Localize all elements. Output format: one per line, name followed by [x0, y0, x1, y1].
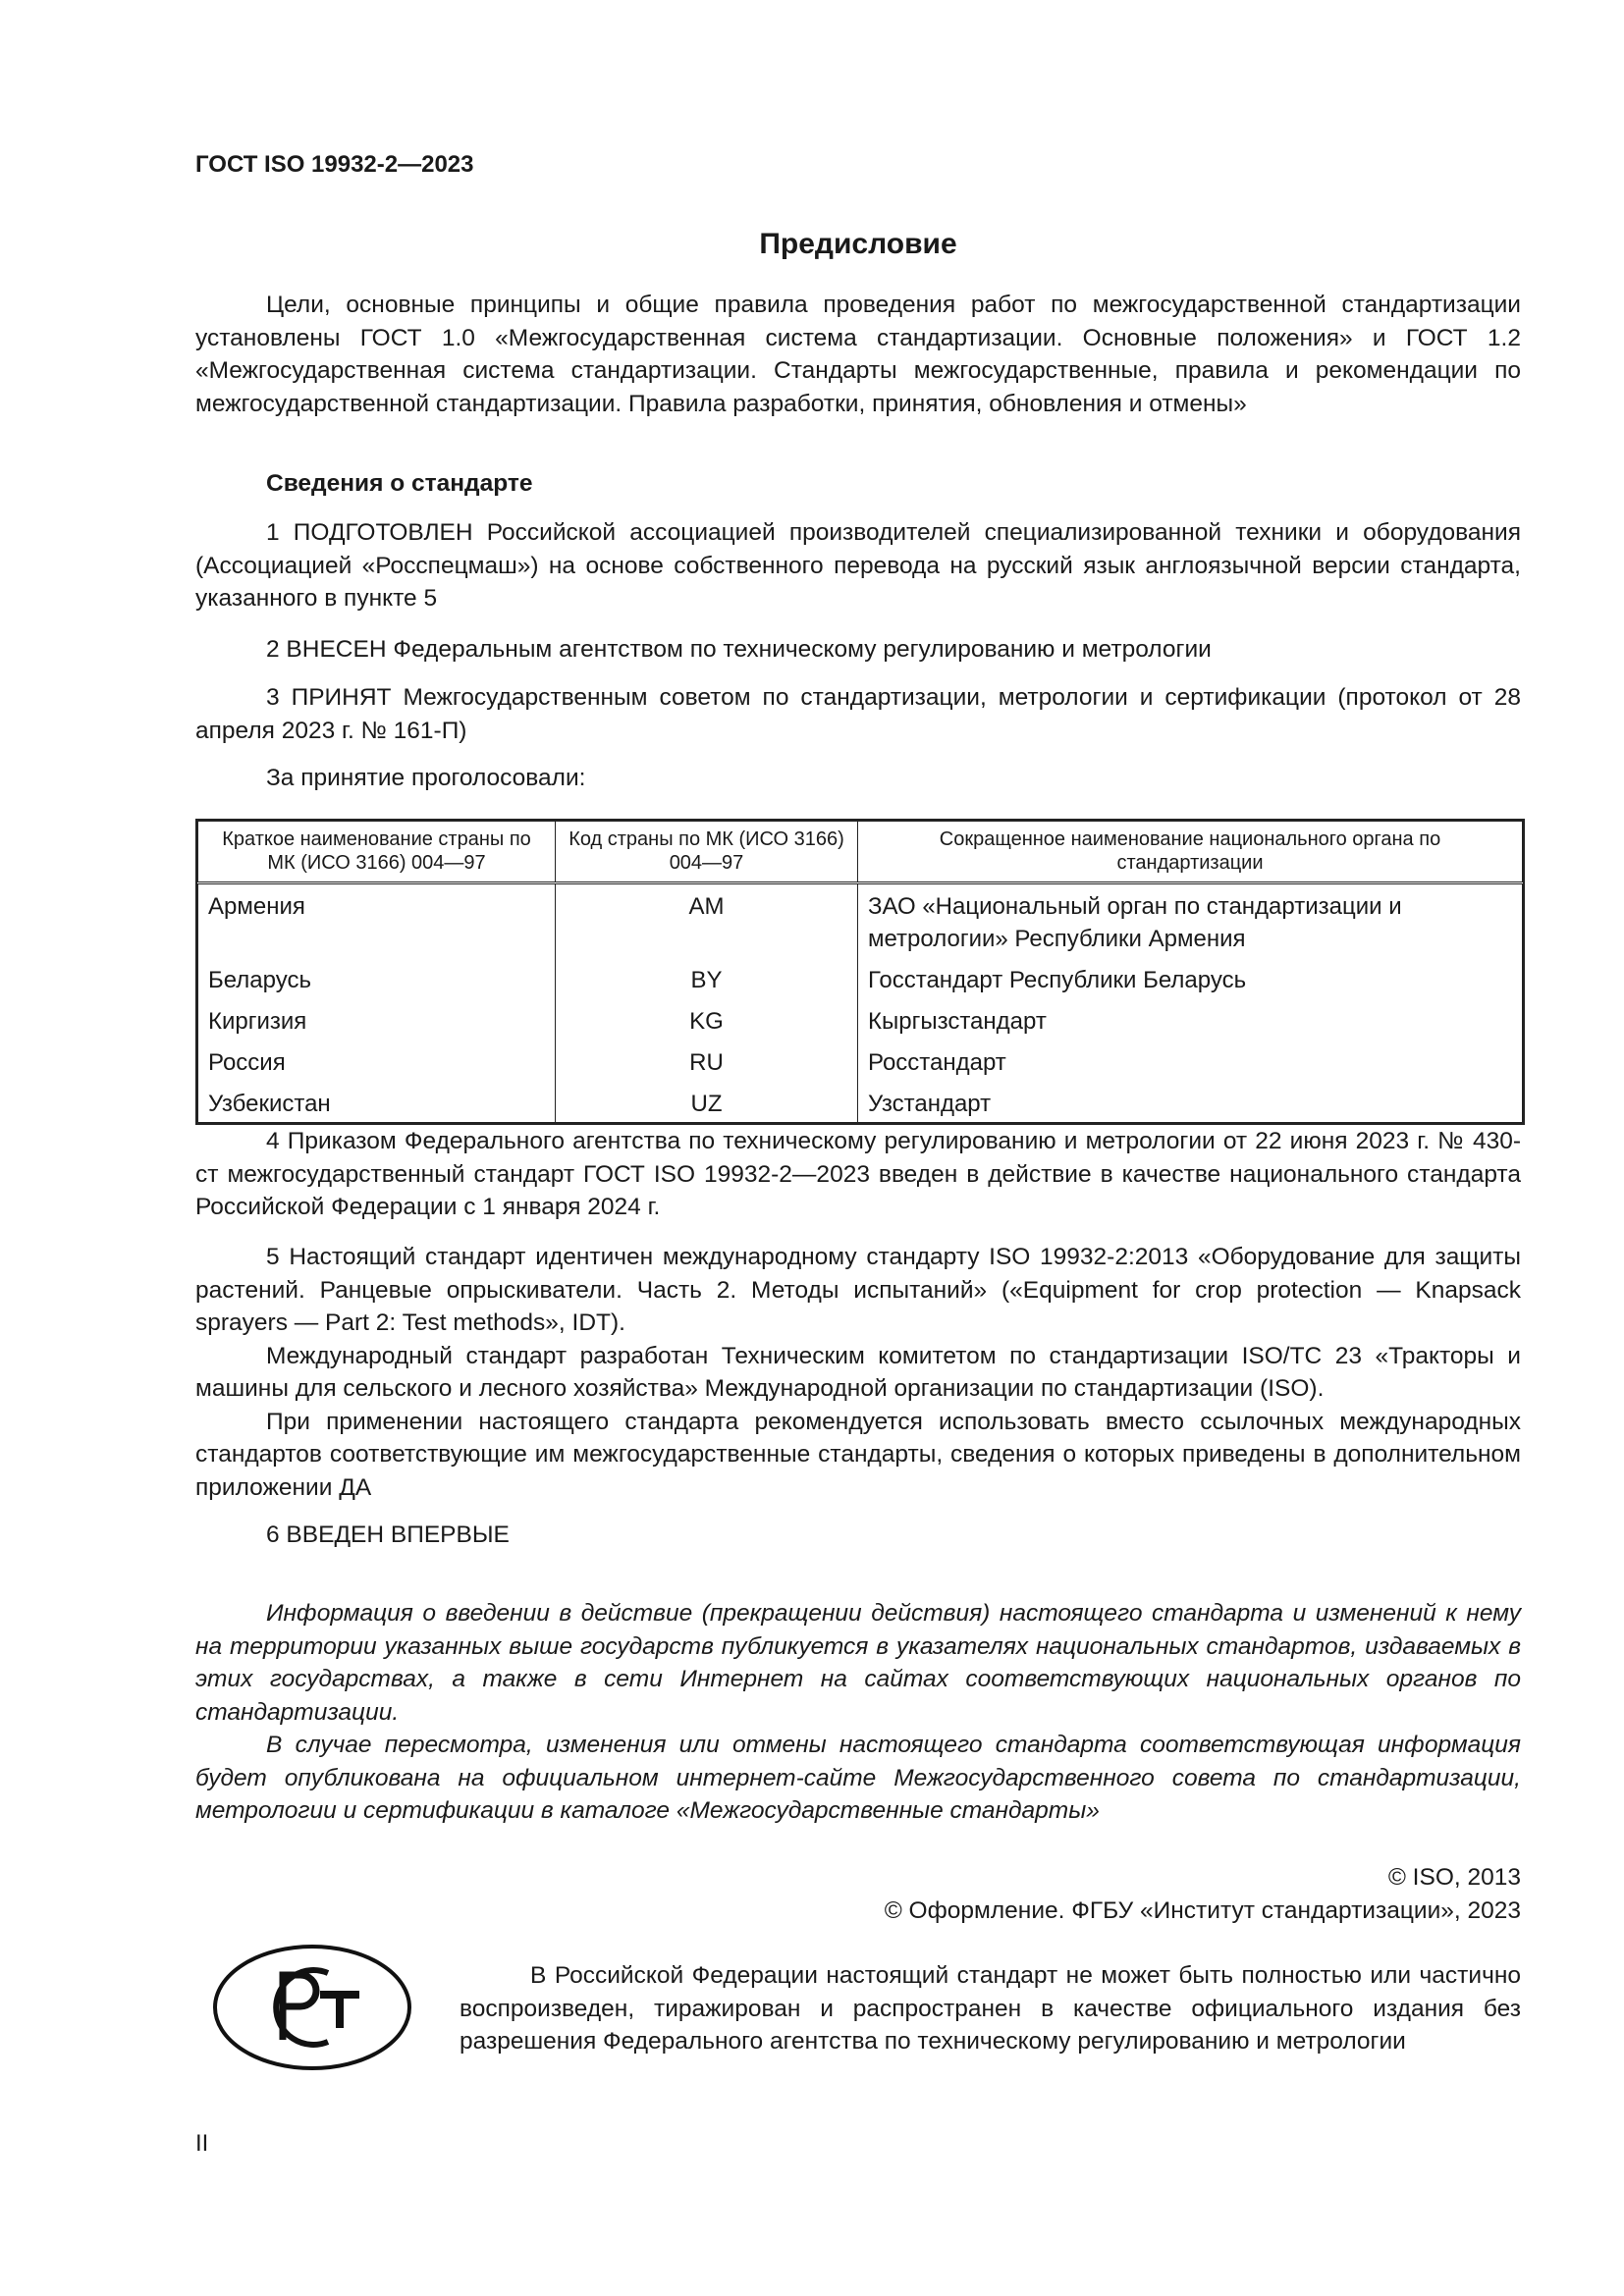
table-row: Беларусь BY Госстандарт Республики Беларусь — [198, 960, 1523, 1001]
reproduction-notice: В Российской Федерации настоящий стандарт не может быть полностью или частично воспроизведен, тиражирован и распространен в качестве официального издания без разрешения Федерального агентства по техническому регулированию и метрологии — [460, 1962, 1521, 2055]
item-3: 3 ПРИНЯТ Межгосударственным советом по стандартизации, метрологии и сертификации (протокол от 28 апреля 2023 г. № 161-П) — [195, 684, 1521, 744]
item-6: 6 ВВЕДЕН ВПЕРВЫЕ — [266, 1522, 510, 1548]
table-row: Россия RU Росстандарт — [198, 1042, 1523, 1084]
item-5: 5 Настоящий стандарт идентичен международному стандарту ISO 19932-2:2013 «Оборудование для защиты растений. Ранцевые опрыскиватели. Часть 2. Методы испытаний» («Equipment for crop protection — Knapsack sprayers — Part 2: Test methods», IDT). Международный стандарт разработан Техническим комитетом по стандартизации ISO/TC 23 «Тракторы и машины для сельского и лесного хозяйства» Международной организации по стандартизации (ISO). При применении настоящего стандарта рекомендуется использовать вместо ссылочных международных стандартов соответствующие им межгосударственные стандарты, сведения о которых приведены в дополнительном приложении ДА — [195, 1244, 1521, 1501]
document-header: ГОСТ ISO 19932-2—2023 — [195, 151, 474, 178]
intro-paragraph: Цели, основные принципы и общие правила проведения работ по межгосударственной стандартизации установлены ГОСТ 1.0 «Межгосударственная система стандартизации. Основные положения» и ГОСТ 1.2 «Межгосударственная система стандартизации. Стандарты межгосударственные, правила и рекомендации по межгосударственной стандартизации. Правила разработки, принятия, обновления и отмены» — [195, 292, 1521, 417]
table-row: Узбекистан UZ Узстандарт — [198, 1084, 1523, 1122]
voted-label: За принятие проголосовали: — [266, 765, 586, 791]
gost-r-logo — [212, 1944, 412, 2071]
item-1: 1 ПОДГОТОВЛЕН Российской ассоциацией производителей специализированной техники и оборудования (Ассоциацией «Росспецмаш») на основе собственного перевода на русский язык англоязычной версии стандарта, указанного в пункте 5 — [195, 519, 1521, 612]
header-country: Краткое наименование страны по МК (ИСО 3166) 004—97 — [198, 822, 556, 883]
pct-logo-icon — [212, 1944, 412, 2071]
page-number: II — [195, 2130, 209, 2157]
info-notice: Информация о введении в действие (прекращении действия) настоящего стандарта и изменений к нему на территории указанных выше государств публикуется в указателях национальных стандартов, издаваемых в этих государствах, а также в сети Интернет на сайтах соответствующих национальных органов по стандартизации. В случае пересмотра, изменения или отмены настоящего стандарта соответствующая информация будет опубликована на официальном интернет-сайте Межгосударственного совета по стандартизации, метрологии и сертификации в каталоге «Межгосударственные стандарты» — [195, 1600, 1521, 1824]
countries-table — [195, 819, 1525, 1125]
header-code: Код страны по МК (ИСО 3166) 004—97 — [556, 822, 858, 883]
table-row: Киргизия KG Кыргызстандарт — [198, 1001, 1523, 1042]
table-row: Армения AM ЗАО «Национальный орган по стандартизации и метрологии» Республики Армения — [198, 883, 1523, 961]
item-2: 2 ВНЕСЕН Федеральным агентством по техническому регулированию и метрологии — [266, 636, 1212, 663]
section-heading: Сведения о стандарте — [266, 470, 533, 497]
header-body: Сокращенное наименование национального органа по стандартизации — [858, 822, 1523, 883]
item-4: 4 Приказом Федерального агентства по техническому регулированию и метрологии от 22 июня 2023 г. № 430-ст межгосударственный стандарт ГОСТ ISO 19932-2—2023 введен в действие в качестве национального стандарта Российской Федерации с 1 января 2024 г. — [195, 1128, 1521, 1220]
copyright: © ISO, 2013 © Оформление. ФГБУ «Институт стандартизации», 2023 — [884, 1864, 1521, 1924]
page-title: Предисловие — [759, 228, 957, 260]
